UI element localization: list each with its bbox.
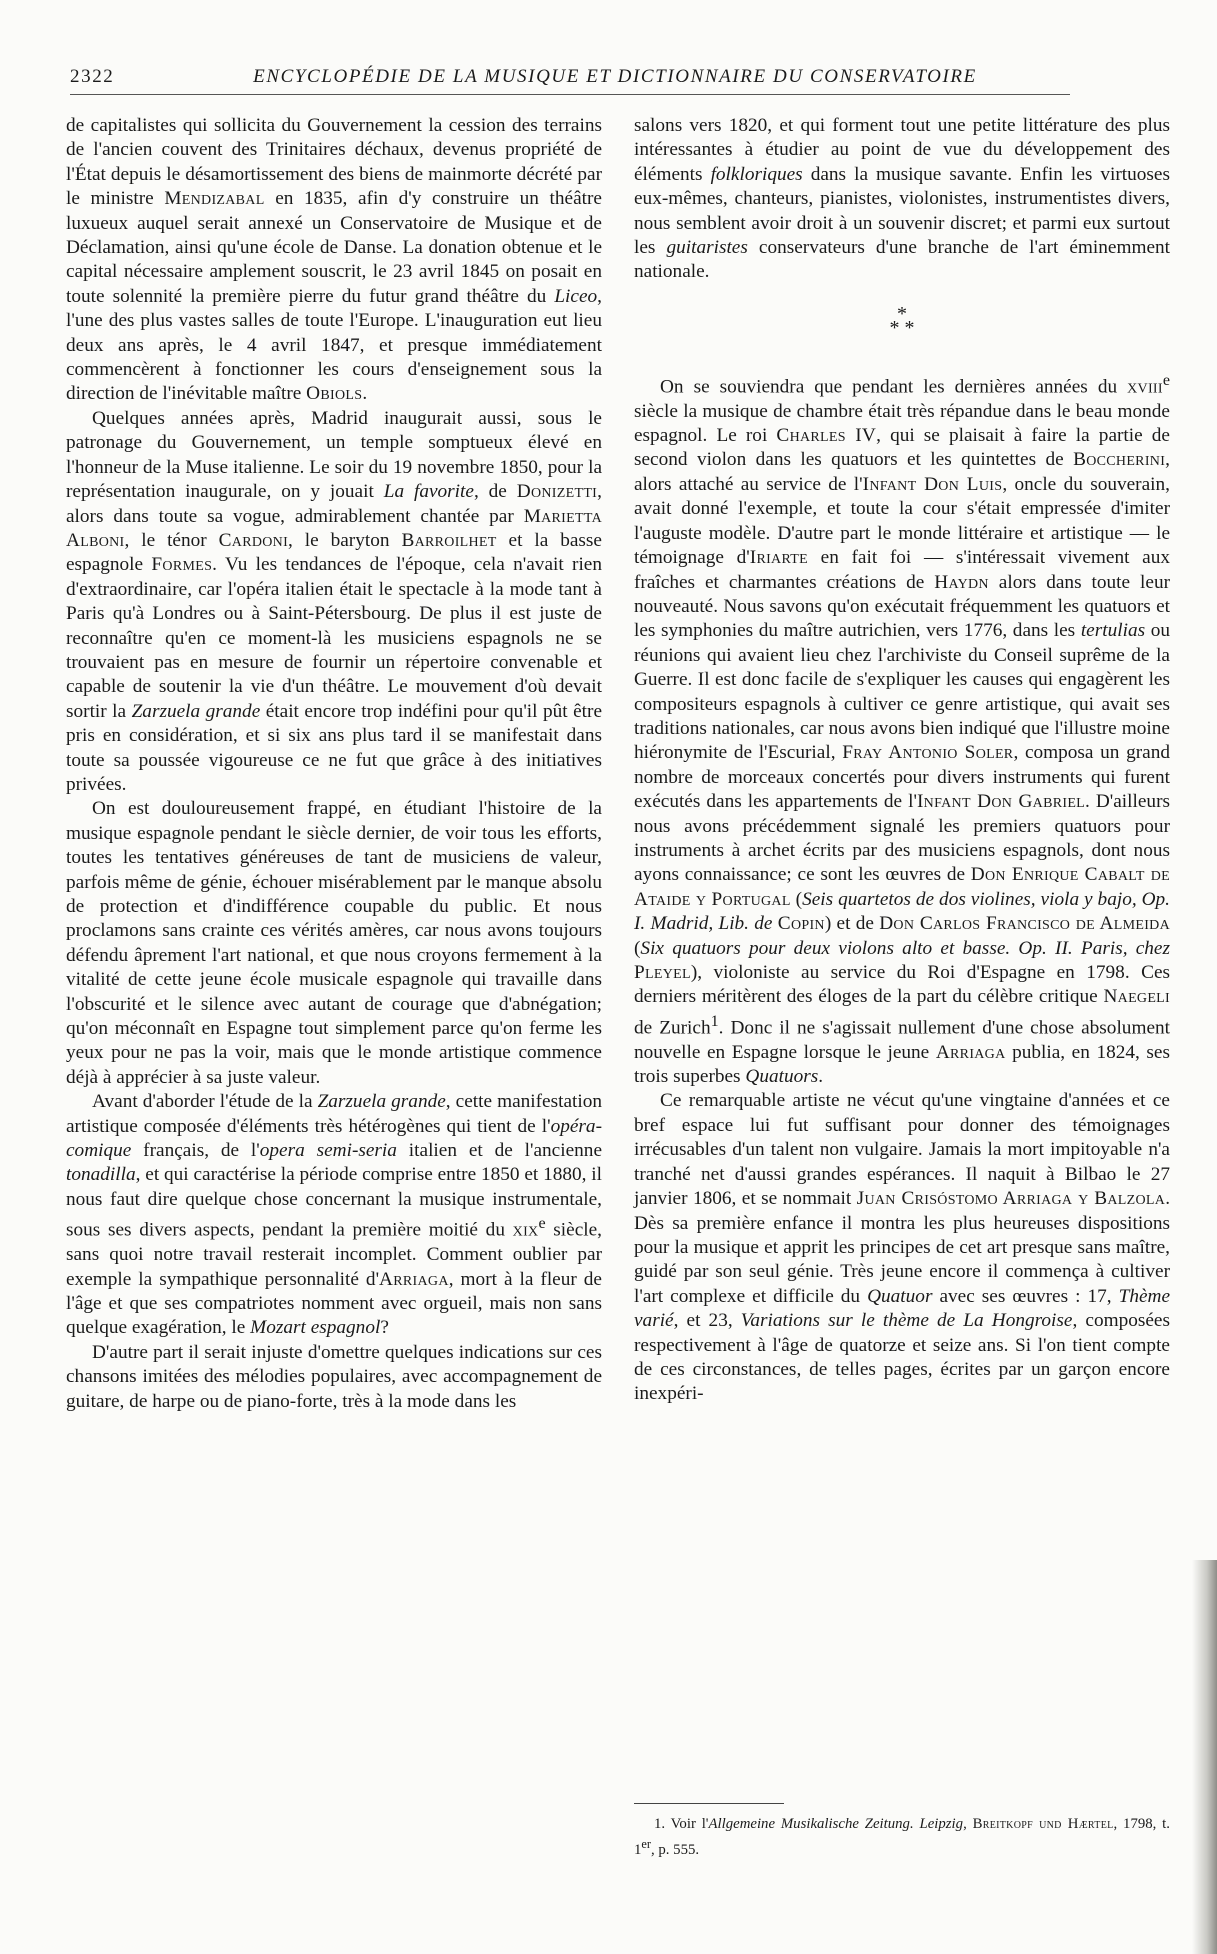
text-run: , le ténor [124,529,219,551]
text-run: ou réunions qui avaient lieu chez l'archiviste du Conseil suprême de la Guerre. Il est donc facile de s'expliquer les causes qui engagèrent les compositeurs espagnols à cultiver ce genre artistique, qui avait ses traditions nationales, car nous avons bien indiqué que l'illustre moine hiéronymite de l'Escurial, [634,620,1170,764]
century-numeral: xix [512,1219,539,1241]
text-run: italien et de l'ancienne [396,1140,602,1162]
italic-term: Quatuors [745,1066,819,1088]
text-run: en 1835, afin d'y construire un théâtre luxueux auquel serait annexé un Conservatoire de Musique et de Déclamation, ainsi qu'une école de Danse. La donation obtenue et le capital nécessaire amplement souscrit, le 23 avril 1845 on posait en toute solennité la première pierre du futur grand théâtre du [66,188,602,307]
person-name: Mendizabal [164,188,265,210]
paragraph [66,797,602,1090]
text-run: , qui se plaisait à faire la partie de second violon dans les quatuors et les quintettes de [634,425,1170,471]
text-run: Ce remarquable artiste ne vécut qu'une vingtaine d'années et ce bref espace lui fut suffisant pour donner des témoignages irrécusables d'un talent non vulgaire. Jamais la mort impitoyable n'a tranché net d'aussi grandes espérances. Il naquit à Bilbao le 27 janvier 1806, et se nommait [634,1090,1170,1210]
publisher-name: Breitkopf und Hærtel [972,1816,1114,1832]
italic-term: Variations sur le thème de La Hongroise [740,1310,1073,1332]
text-run: 1. Voir l' [654,1816,709,1832]
superscript: er [641,1837,651,1851]
text-run: . Donc il ne s'agissait nullement d'une chose absolument nouvelle en Espagne lorsque le jeune [634,1017,1170,1063]
person-name: Obiols [306,383,363,405]
person-name: Naegeli [1103,986,1170,1008]
text-run: conservateurs d'une branche de l'art éminemment nationale. [634,237,1170,283]
running-title: ENCYCLOPÉDIE DE LA MUSIQUE ET DICTIONNAIRE DU CONSERVATOIRE [253,66,977,87]
text-run: , alors dans toute sa vogue, admirablement chantée par [66,481,602,527]
text-run: de capitalistes qui sollicita du Gouvernement la cession des terrains de l'ancien couvent des Trinitaires déchaux, devenus propriété de l'État depuis le désamortissement des biens de mainmorte décrété par le ministre [66,115,602,210]
text-run: , et qui caractérise la période comprise entre 1850 et 1880, il nous faut dire quelque chose concernant la musique instrumentale, sous ses divers aspects, pendant la première moitié du [66,1164,602,1241]
text-run: ? [380,1317,389,1339]
text-run: était encore trop indéfini pour qu'il pût être pris en considération, et si six ans plus tard il se manifestait dans toute sa poussée vigoureuse ce ne fut que grâce à des initiatives privées. [66,700,602,795]
italic-term: Zarzuela grande [131,700,261,722]
person-name: Don Enrique Cabalt de Ataide y Portugal [634,864,1170,910]
text-run: , alors attaché au service de l' [634,449,1170,495]
text-run: , [963,1816,973,1832]
person-name: Charles IV [776,425,877,447]
italic-term: Six quatuors pour deux violons alto et basse. Op. II. Paris, chez [640,937,1170,959]
left-column [66,114,602,1414]
header-rule [70,94,1070,95]
text-run: ( [790,888,803,910]
person-name: Arriaga [935,1041,1006,1063]
italic-term: Seis quartetos de dos violines, viola y bajo, Op. I. Madrid, Lib. de [634,888,1171,935]
italic-term: Mozart espagnol [250,1317,381,1339]
text-run: , composa un grand nombre de morceaux concertés pour divers instruments qui furent exécutés dans les appartements de l' [634,742,1170,813]
person-name: Haydn [934,571,989,593]
paragraph [66,114,602,407]
italic-term: Thème varié [634,1285,1171,1332]
century-numeral: xviii [1127,376,1163,398]
italic-term: La favorite [383,481,474,503]
paragraph [66,1090,602,1340]
section-asterism: * * * [889,302,915,339]
text-run: de Zurich [634,1017,711,1039]
text-run: On se souviendra que pendant les dernières années du [660,376,1128,398]
person-name: Arriaga [379,1268,449,1290]
text-run: . [818,1066,824,1088]
page-number: 2322 [70,66,115,87]
text-run: ( [634,937,641,959]
superscript: e [1162,371,1170,389]
italic-term: Zarzuela grande [317,1091,446,1113]
paragraph [66,1341,602,1414]
person-name: Don Carlos Francisco de Almeida [879,913,1170,935]
text-run: , et 23, [673,1310,741,1332]
text-run: et la basse espagnole [66,529,602,576]
text-run: Quelques années après, Madrid inaugurait aussi, sous le patronage du Gouvernement, un temple somptueux élevé en l'honneur de la Muse italienne. Le soir du 19 novembre 1850, pour la représentation inaugurale, on y jouait [66,407,602,503]
text-run: français, de l' [131,1140,260,1162]
italic-term: Liceo [554,285,598,307]
paragraph [634,369,1170,1090]
text-run: dans la musique savante. Enfin les virtuoses eux-mêmes, chanteurs, pianistes, violonistes, instrumentistes divers, nous semblent avoir droit à un souvenir discret; et parmi eux surtout les [634,163,1170,259]
text-run: D'autre part il serait injuste d'omettre quelques indications sur ces chansons imitées des mélodies populaires, avec accompagnement de guitare, de harpe ou de piano-forte, très à la mode dans les [66,1341,602,1412]
person-name: Copin [777,913,825,935]
person-name: Infant Don Gabriel [916,791,1086,813]
text-run: , le baryton [288,529,402,551]
person-name: Cardoni [218,529,289,551]
text-run: alors dans toute leur nouveauté. Nous savons qu'on exécutait fréquemment les quatuors et les symphonies du maître autrichien, vers 1776, dans les [634,571,1170,642]
text-run: publia, en 1824, ses trois superbes [634,1041,1170,1088]
text-run: , l'une des plus vastes salles de toute l'Europe. L'inauguration eut lieu deux ans après, le 4 avril 1847, et presque immédiatement commencèrent à fonctionner les cours d'enseignement sous la direction de l'inévitable maître [66,285,602,405]
italic-term: folkloriques [710,163,803,185]
text-run: , oncle du souverain, avait donné l'exemple, et toute la cour s'était empressée d'imiter l'auguste modèle. D'autre part le monde littéraire et artistique — le témoignage d' [634,473,1170,569]
text-run: ) et de [824,913,880,935]
person-name: Juan Crisóstomo Arriaga y Balzola [856,1188,1166,1210]
text-run: siècle, sans quoi notre travail resterait incomplet. Comment oublier par exemple la sympathique personnalité d' [66,1219,602,1290]
running-header [70,66,1070,88]
person-name: Pleyel [634,962,691,984]
italic-term: guitaristes [666,237,748,259]
text-run: salons vers 1820, et qui forment tout une petite littérature des plus intéressantes à étudier au point de vue du développement des éléments [634,115,1170,185]
text-run: , composées respectivement à l'âge de quatorze et seize ans. Si l'on tient compte de ces circonstances, de telles pages, écrites par un garçon encore inexpéri- [634,1310,1170,1405]
person-name: Iriarte [749,547,808,569]
person-name: Formes [151,554,213,576]
text-run: , de [473,481,517,503]
text-run: , mort à la fleur de l'âge et que ses compatriotes nomment avec orgueil, mais non sans quelque exagération, le [66,1268,602,1339]
italic-term: tonadilla [66,1164,136,1186]
text-run: On est douloureusement frappé, en étudiant l'histoire de la musique espagnole pendant le siècle dernier, de voir tous les efforts, toutes les tentatives généreuses de tant de musiciens de valeur, parfois même de génie, échouer misérablement par le manque absolu de protection et d'indifférence coupable du public. Et nous proclamons sans crainte ces vérités amères, car nous avons toujours défendu âprement l'art national, et que nous croyons fermement à la vitalité de cette jeune école musicale espagnole qui travaille dans l'obscurité et le silence avec autant de courage que d'abnégation; qu'on méconnaît en Espagne tout simplement parce qu'on ferme les yeux pour ne pas la voir, mais que le monde artistique commence déjà à apprécier à sa juste valeur. [66,798,602,1088]
person-name: Boccherini [1073,449,1166,471]
text-run: Avant d'aborder l'étude de la [92,1091,318,1113]
footnote-marker: 1 [710,1012,719,1030]
text-run: . Dès sa première enfance il montra les plus heureuses dispositions pour la musique et apprit les principes de cet art presque sans maître, guidé par son seul génie. Très jeune encore il commença à cultiver l'art complexe et difficile du [634,1188,1171,1307]
person-name: Donizetti [516,481,598,503]
paragraph [634,1089,1170,1406]
italic-term: Quatuor [867,1285,933,1307]
text-run: . D'ailleurs nous avons précédemment signalé les premiers quatuors pour instruments à archet écrits par des musiciens espagnols, dont nous ayons connaissance; ce sont les œuvres de [634,791,1170,886]
paragraph [66,407,602,798]
text-run: , cette manifestation artistique composée d'éléments très hétérogènes qui tient de l' [66,1091,603,1137]
person-name: Fray Antonio Soler [842,742,1014,764]
text-run: avec ses œuvres : 17, [932,1285,1119,1307]
text-run: . Vu les tendances de l'époque, cela n'avait rien d'extraordinaire, car l'opéra italien était le spectacle à la mode tant à Paris qu'à Londres ou à Saint-Pétersbourg. De plus il est juste de reconnaître qu'en ce moment-là les musiciens espagnols ne se trouvaient pas en mesure de fournir un répertoire convenable et capable de soutenir la vie d'un théâtre. Le mouvement d'où devait sortir la [66,554,602,722]
text-run: , 1798, t. 1 [634,1816,1170,1858]
page-edge-shadow [1192,1560,1217,1954]
paragraph [634,114,1170,285]
italic-term: opera semi-seria [259,1140,397,1162]
text-run: , p. 555. [650,1841,700,1858]
italic-term: opéra-comique [66,1115,602,1162]
italic-term: tertulias [1080,620,1146,642]
superscript: e [538,1215,546,1233]
person-name: Marietta Alboni [66,505,602,551]
right-column [634,114,1170,1407]
text-run: siècle la musique de chambre était très répandue dans le beau monde espagnol. Le roi [634,400,1170,447]
footnote [634,1814,1170,1860]
italic-term: Allgemeine Musikalische Zeitung. Leipzig [708,1816,964,1832]
person-name: Barroilhet [401,529,497,551]
person-name: Infant Don Luis [862,473,1003,495]
footnote-rule [634,1803,784,1804]
text-run: en fait foi — s'intéressait vivement aux fraîches et charmantes créations de [634,547,1170,593]
text-run: . [362,383,368,405]
text-run: ), violoniste au service du Roi d'Espagne en 1798. Ces derniers méritèrent des éloges de la part du célèbre critique [634,962,1170,1008]
